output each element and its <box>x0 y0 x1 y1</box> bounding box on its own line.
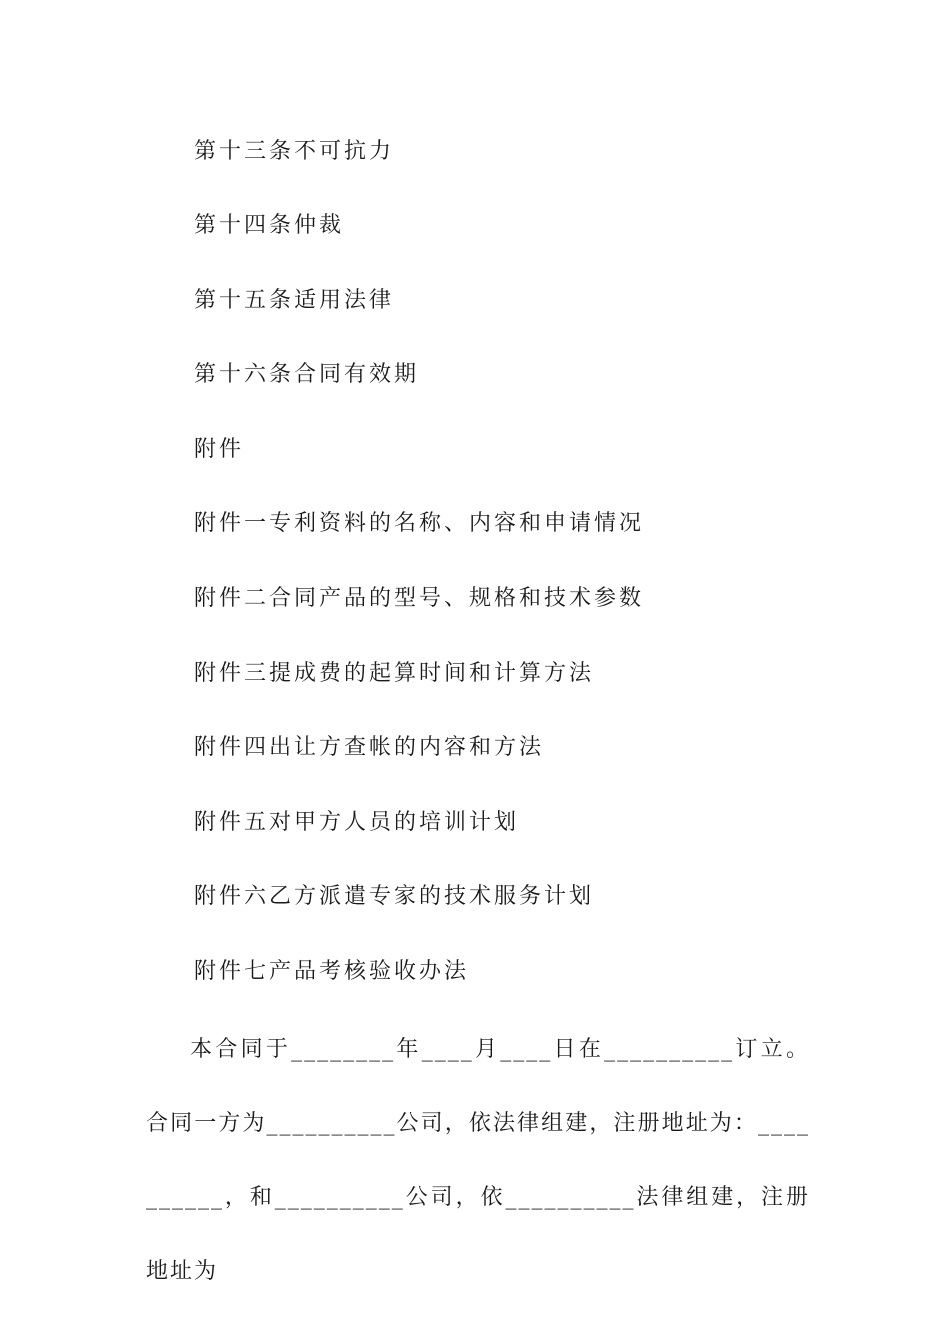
article-14-heading: 第十四条仲裁 <box>194 213 345 238</box>
article-15-heading: 第十五条适用法律 <box>194 288 395 313</box>
appendix-heading: 附件 <box>194 437 245 462</box>
article-16-heading: 第十六条合同有效期 <box>194 362 420 387</box>
appendix-3-line: 附件三提成费的起算时间和计算方法 <box>194 661 595 686</box>
appendix-1-line: 附件一专利资料的名称、内容和申请情况 <box>194 511 645 536</box>
contract-opening-paragraph: 本合同于________年____月____日在__________订立。合同一方为__________公司，依法律组建，注册地址为：__________，和__________公司，依__________法律组建，注册地址为 <box>146 1037 810 1284</box>
article-13-heading: 第十三条不可抗力 <box>194 139 395 164</box>
appendix-6-line: 附件六乙方派遣专家的技术服务计划 <box>194 884 595 909</box>
appendix-4-line: 附件四出让方查帐的内容和方法 <box>194 735 545 760</box>
appendix-2-line: 附件二合同产品的型号、规格和技术参数 <box>194 586 645 611</box>
appendix-7-line: 附件七产品考核验收办法 <box>194 959 470 984</box>
appendix-5-line: 附件五对甲方人员的培训计划 <box>194 810 520 835</box>
